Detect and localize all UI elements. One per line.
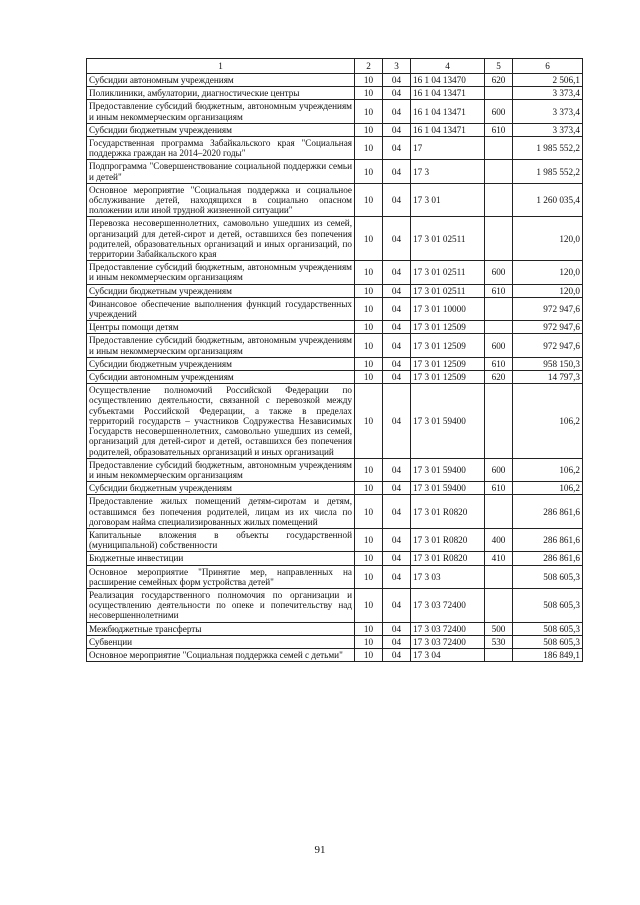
amount-cell: 3 373,4 <box>513 87 583 100</box>
expense-type-cell <box>485 495 513 529</box>
row-name-cell: Предоставление субсидий бюджетным, автономным учреждениям и иным некоммерческим организациям <box>87 100 355 123</box>
amount-cell: 120,0 <box>513 261 583 284</box>
section-cell: 10 <box>355 622 383 635</box>
subsection-cell: 04 <box>383 137 411 160</box>
table-row <box>87 183 583 217</box>
section-cell: 10 <box>355 588 383 622</box>
amount-cell: 3 373,4 <box>513 100 583 123</box>
subsection-cell: 04 <box>383 357 411 370</box>
target-article-cell: 17 3 01 59400 <box>411 458 485 481</box>
row-name-cell: Перевозка несовершеннолетних, самовольно ушедших из семей, организаций для детей-сирот и детей, оставшихся без попечения родителей, образовательных организаций и иных организаций, по территории Забайкальского края <box>87 217 355 261</box>
expense-type-cell <box>485 217 513 261</box>
subsection-cell: 04 <box>383 321 411 334</box>
amount-cell: 972 947,6 <box>513 297 583 320</box>
expense-type-cell <box>485 321 513 334</box>
subsection-cell: 04 <box>383 384 411 458</box>
amount-cell: 1 985 552,2 <box>513 160 583 183</box>
target-article-cell: 17 3 03 72400 <box>411 588 485 622</box>
expense-type-cell: 410 <box>485 552 513 565</box>
table-row <box>87 495 583 529</box>
header-col-3: 3 <box>383 59 411 74</box>
target-article-cell: 17 3 01 12509 <box>411 371 485 384</box>
target-article-cell: 17 3 01 R0820 <box>411 495 485 529</box>
table-row <box>87 552 583 565</box>
table-header <box>87 59 583 74</box>
row-name-cell: Государственная программа Забайкальского края "Социальная поддержка граждан на 2014–2020 годы" <box>87 137 355 160</box>
row-name-cell: Основное мероприятие "Принятие мер, направленных на расширение семейных форм устройства детей" <box>87 565 355 588</box>
page-number: 91 <box>314 844 326 856</box>
target-article-cell: 17 3 01 02511 <box>411 217 485 261</box>
section-cell: 10 <box>355 552 383 565</box>
expense-type-cell <box>485 384 513 458</box>
target-article-cell: 16 1 04 13471 <box>411 87 485 100</box>
target-article-cell: 17 3 03 <box>411 565 485 588</box>
table-row <box>87 261 583 284</box>
amount-cell: 120,0 <box>513 284 583 297</box>
section-cell: 10 <box>355 458 383 481</box>
table-row <box>87 160 583 183</box>
expense-type-cell: 600 <box>485 261 513 284</box>
subsection-cell: 04 <box>383 334 411 357</box>
section-cell: 10 <box>355 123 383 136</box>
subsection-cell: 04 <box>383 495 411 529</box>
table-row <box>87 622 583 635</box>
row-name-cell: Финансовое обеспечение выполнения функций государственных учреждений <box>87 297 355 320</box>
header-col-2: 2 <box>355 59 383 74</box>
subsection-cell: 04 <box>383 160 411 183</box>
table-row <box>87 284 583 297</box>
table-row <box>87 648 583 661</box>
target-article-cell: 16 1 04 13471 <box>411 100 485 123</box>
subsection-cell: 04 <box>383 100 411 123</box>
target-article-cell: 17 3 01 02511 <box>411 261 485 284</box>
header-col-6: 6 <box>513 59 583 74</box>
table-row <box>87 137 583 160</box>
amount-cell: 14 797,3 <box>513 371 583 384</box>
subsection-cell: 04 <box>383 458 411 481</box>
expense-type-cell: 610 <box>485 284 513 297</box>
table-row <box>87 384 583 458</box>
subsection-cell: 04 <box>383 183 411 217</box>
row-name-cell: Основное мероприятие "Социальная поддержка и социальное обслуживание детей, находящихся в социально опасном положении или иной трудной жизненной ситуации" <box>87 183 355 217</box>
target-article-cell: 17 3 03 72400 <box>411 622 485 635</box>
section-cell: 10 <box>355 334 383 357</box>
row-name-cell: Предоставление субсидий бюджетным, автономным учреждениям и иным некоммерческим организациям <box>87 334 355 357</box>
section-cell: 10 <box>355 384 383 458</box>
row-name-cell: Осуществление полномочий Российской Федерации по осуществлению деятельности, связанной с перевозкой между субъектами Российской Федерации, а также в пределах территорий государств – участников Содружества Независимых Государств несовершеннолетних, самовольно ушедших из семей, организаций для детей-сирот и детей, оставшихся без попечения родителей, образовательных организаций и иных организаций <box>87 384 355 458</box>
subsection-cell: 04 <box>383 482 411 495</box>
amount-cell: 508 605,3 <box>513 588 583 622</box>
header-row <box>87 59 583 74</box>
section-cell: 10 <box>355 321 383 334</box>
table-row <box>87 297 583 320</box>
expense-type-cell <box>485 297 513 320</box>
subsection-cell: 04 <box>383 528 411 551</box>
header-col-1: 1 <box>87 59 355 74</box>
row-name-cell: Основное мероприятие "Социальная поддержка семей с детьми" <box>87 648 355 661</box>
amount-cell: 286 861,6 <box>513 552 583 565</box>
expense-type-cell: 500 <box>485 622 513 635</box>
amount-cell: 186 849,1 <box>513 648 583 661</box>
target-article-cell: 17 3 04 <box>411 648 485 661</box>
row-name-cell: Субсидии бюджетным учреждениям <box>87 284 355 297</box>
amount-cell: 120,0 <box>513 217 583 261</box>
subsection-cell: 04 <box>383 371 411 384</box>
section-cell: 10 <box>355 495 383 529</box>
expense-type-cell: 620 <box>485 74 513 87</box>
subsection-cell: 04 <box>383 565 411 588</box>
subsection-cell: 04 <box>383 552 411 565</box>
target-article-cell: 17 3 01 R0820 <box>411 552 485 565</box>
expense-type-cell: 600 <box>485 334 513 357</box>
subsection-cell: 04 <box>383 622 411 635</box>
section-cell: 10 <box>355 528 383 551</box>
expense-type-cell: 610 <box>485 482 513 495</box>
row-name-cell: Субсидии автономным учреждениям <box>87 74 355 87</box>
header-col-5: 5 <box>485 59 513 74</box>
expense-type-cell <box>485 588 513 622</box>
table-body <box>87 74 583 662</box>
section-cell: 10 <box>355 648 383 661</box>
target-article-cell: 17 3 01 12509 <box>411 357 485 370</box>
section-cell: 10 <box>355 137 383 160</box>
expense-type-cell: 400 <box>485 528 513 551</box>
section-cell: 10 <box>355 635 383 648</box>
target-article-cell: 17 3 01 12509 <box>411 321 485 334</box>
section-cell: 10 <box>355 482 383 495</box>
row-name-cell: Центры помощи детям <box>87 321 355 334</box>
row-name-cell: Предоставление жилых помещений детям-сиротам и детям, оставшимся без попечения родителей, лицам из их числа по договорам найма специализированных жилых помещений <box>87 495 355 529</box>
subsection-cell: 04 <box>383 284 411 297</box>
table-row <box>87 100 583 123</box>
target-article-cell: 17 3 01 59400 <box>411 482 485 495</box>
target-article-cell: 17 3 03 72400 <box>411 635 485 648</box>
expense-type-cell: 600 <box>485 100 513 123</box>
table-row <box>87 458 583 481</box>
amount-cell: 972 947,6 <box>513 321 583 334</box>
target-article-cell: 16 1 04 13470 <box>411 74 485 87</box>
target-article-cell: 17 3 01 R0820 <box>411 528 485 551</box>
expense-type-cell: 600 <box>485 458 513 481</box>
row-name-cell: Предоставление субсидий бюджетным, автономным учреждениям и иным некоммерческим организациям <box>87 458 355 481</box>
expense-type-cell <box>485 137 513 160</box>
amount-cell: 958 150,3 <box>513 357 583 370</box>
amount-cell: 508 605,3 <box>513 565 583 588</box>
amount-cell: 3 373,4 <box>513 123 583 136</box>
target-article-cell: 17 3 01 59400 <box>411 384 485 458</box>
amount-cell: 972 947,6 <box>513 334 583 357</box>
amount-cell: 508 605,3 <box>513 635 583 648</box>
row-name-cell: Бюджетные инвестиции <box>87 552 355 565</box>
target-article-cell: 17 3 <box>411 160 485 183</box>
target-article-cell: 17 3 01 02511 <box>411 284 485 297</box>
section-cell: 10 <box>355 160 383 183</box>
section-cell: 10 <box>355 565 383 588</box>
budget-table <box>86 58 583 662</box>
amount-cell: 2 506,1 <box>513 74 583 87</box>
amount-cell: 106,2 <box>513 482 583 495</box>
expense-type-cell: 620 <box>485 371 513 384</box>
target-article-cell: 17 3 01 10000 <box>411 297 485 320</box>
amount-cell: 1 260 035,4 <box>513 183 583 217</box>
subsection-cell: 04 <box>383 297 411 320</box>
target-article-cell: 17 <box>411 137 485 160</box>
expense-type-cell <box>485 183 513 217</box>
amount-cell: 1 985 552,2 <box>513 137 583 160</box>
row-name-cell: Субсидии бюджетным учреждениям <box>87 357 355 370</box>
table-row <box>87 565 583 588</box>
table-row <box>87 482 583 495</box>
subsection-cell: 04 <box>383 588 411 622</box>
subsection-cell: 04 <box>383 74 411 87</box>
section-cell: 10 <box>355 183 383 217</box>
subsection-cell: 04 <box>383 217 411 261</box>
table-row <box>87 357 583 370</box>
section-cell: 10 <box>355 284 383 297</box>
table-row <box>87 123 583 136</box>
expense-type-cell <box>485 87 513 100</box>
table-row <box>87 334 583 357</box>
section-cell: 10 <box>355 261 383 284</box>
table-row <box>87 217 583 261</box>
section-cell: 10 <box>355 371 383 384</box>
table-row <box>87 74 583 87</box>
amount-cell: 286 861,6 <box>513 528 583 551</box>
section-cell: 10 <box>355 74 383 87</box>
subsection-cell: 04 <box>383 261 411 284</box>
expense-type-cell <box>485 565 513 588</box>
row-name-cell: Поликлиники, амбулатории, диагностические центры <box>87 87 355 100</box>
row-name-cell: Субсидии бюджетным учреждениям <box>87 482 355 495</box>
section-cell: 10 <box>355 217 383 261</box>
section-cell: 10 <box>355 297 383 320</box>
table-row <box>87 321 583 334</box>
amount-cell: 286 861,6 <box>513 495 583 529</box>
amount-cell: 508 605,3 <box>513 622 583 635</box>
table-row <box>87 371 583 384</box>
expense-type-cell <box>485 160 513 183</box>
subsection-cell: 04 <box>383 87 411 100</box>
amount-cell: 106,2 <box>513 384 583 458</box>
target-article-cell: 17 3 01 <box>411 183 485 217</box>
row-name-cell: Предоставление субсидий бюджетным, автономным учреждениям и иным некоммерческим организациям <box>87 261 355 284</box>
target-article-cell: 16 1 04 13471 <box>411 123 485 136</box>
expense-type-cell: 530 <box>485 635 513 648</box>
row-name-cell: Реализация государственного полномочия по организации и осуществлению деятельности по опеке и попечительству над несовершеннолетними <box>87 588 355 622</box>
table-row <box>87 528 583 551</box>
row-name-cell: Субсидии бюджетным учреждениям <box>87 123 355 136</box>
table-row <box>87 588 583 622</box>
subsection-cell: 04 <box>383 648 411 661</box>
row-name-cell: Межбюджетные трансферты <box>87 622 355 635</box>
section-cell: 10 <box>355 100 383 123</box>
row-name-cell: Подпрограмма "Совершенствование социальной поддержки семьи и детей" <box>87 160 355 183</box>
expense-type-cell <box>485 648 513 661</box>
target-article-cell: 17 3 01 12509 <box>411 334 485 357</box>
header-col-4: 4 <box>411 59 485 74</box>
section-cell: 10 <box>355 357 383 370</box>
subsection-cell: 04 <box>383 635 411 648</box>
amount-cell: 106,2 <box>513 458 583 481</box>
expense-type-cell: 610 <box>485 123 513 136</box>
row-name-cell: Капитальные вложения в объекты государственной (муниципальной) собственности <box>87 528 355 551</box>
subsection-cell: 04 <box>383 123 411 136</box>
row-name-cell: Субсидии автономным учреждениям <box>87 371 355 384</box>
row-name-cell: Субвенции <box>87 635 355 648</box>
table-row <box>87 635 583 648</box>
expense-type-cell: 610 <box>485 357 513 370</box>
table-row <box>87 87 583 100</box>
section-cell: 10 <box>355 87 383 100</box>
